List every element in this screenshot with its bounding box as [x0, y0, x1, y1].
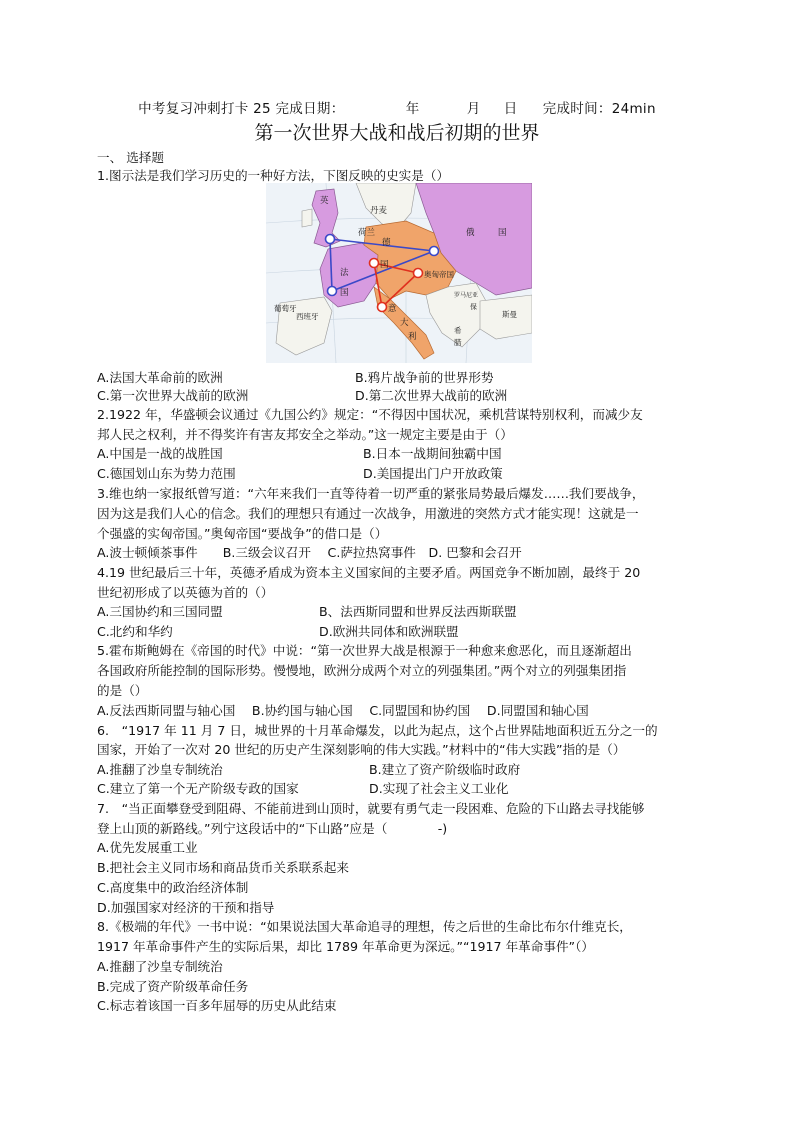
q2-option-a[interactable]: A.中国是一战的战胜国 — [97, 446, 223, 461]
q8-stem-1: 8.《极端的年代》一书中说：“如果说法国大革命追寻的理想，传之后世的生命比布尔什维克长， — [97, 919, 632, 934]
q8-option-a[interactable]: A.推翻了沙皇专制统治 — [97, 959, 223, 974]
q6-option-d[interactable]: D.实现了社会主义工业化 — [369, 781, 509, 796]
q4-option-b[interactable]: B、法西斯同盟和世界反法西斯联盟 — [319, 604, 517, 619]
q6-stem-2: 国家，开始了一次对 20 世纪的历史产生深刻影响的伟大实践。”材料中的“伟大实践”指的是（） — [97, 742, 626, 757]
q2-options-row-2 — [97, 464, 707, 483]
label-austria-hungary: 奥匈帝国 — [424, 270, 454, 279]
q6-option-b[interactable]: B.建立了资产阶级临时政府 — [369, 762, 521, 777]
label-bulgaria: 保 — [470, 303, 477, 311]
q3-stem-2: 因为这是我们人心的信念。我们的理想只有通过一次战争，用激进的突然方式才能实现！这就是一 — [97, 506, 639, 521]
q4-option-a[interactable]: A.三国协约和三国同盟 — [97, 604, 223, 619]
q1-stem-1: 1.图示法是我们学习历史的一种好方法，下图反映的史实是（） — [97, 168, 450, 183]
page-title: 第一次世界大战和战后初期的世界 — [254, 122, 540, 144]
label-germany-2: 国 — [380, 260, 389, 270]
label-spain: 西班牙 — [296, 312, 319, 321]
q6-option-c[interactable]: C.建立了第一个无产阶级专政的国家 — [97, 781, 299, 796]
label-netherlands: 荷兰 — [358, 228, 376, 238]
q5-stem-1: 5.霍布斯鲍姆在《帝国的时代》中说：“第一次世界大战是根源于一种愈来愈恶化，而且逐渐超出 — [97, 643, 632, 658]
q4-options-row-2 — [97, 622, 707, 641]
q2-options-row-1 — [97, 444, 707, 463]
q2-option-b[interactable]: B.日本一战期间独霸中国 — [363, 446, 502, 461]
q5-stem-3: 的是（） — [97, 683, 148, 698]
russia-node — [430, 247, 439, 256]
q7-stem-2: 登上山顶的新路线。”列宁这段话中的“下山路”应是（ -) — [97, 821, 448, 836]
q4-option-c[interactable]: C.北约和华约 — [97, 624, 173, 639]
label-ottoman-1: 斯曼 — [502, 310, 517, 319]
q4-stem-2: 世纪初形成了以英德为首的（） — [97, 585, 274, 600]
label-portugal: 葡萄牙 — [274, 304, 297, 313]
q7-option-c[interactable]: C.高度集中的政治经济体制 — [97, 880, 249, 895]
header-prefix: 中考复习冲刺打卡 25 完成日期： — [138, 101, 345, 117]
label-italy-2: 大 — [400, 318, 409, 328]
q6-options-row-1 — [97, 760, 707, 779]
label-germany: 德 — [382, 238, 391, 248]
q2-option-d[interactable]: D.美国提出门户开放政策 — [363, 466, 503, 481]
q7-option-d[interactable]: D.加强国家对经济的干预和指导 — [97, 900, 275, 915]
header-year: 年 — [405, 101, 420, 117]
header-day: 日 — [503, 101, 518, 117]
uk-node — [326, 235, 335, 244]
label-greece-2: 腊 — [454, 338, 462, 347]
q6-stem-1: 6. “1917 年 11 月 7 日，城世界的十月革命爆发，以此为起点，这个占世界陆地面积近五分之一的 — [97, 723, 658, 738]
q8-stem-2: 1917 年革命事件产生的实际后果，却比 1789 年革命更为深远。”“1917 年革命事件”（） — [97, 939, 594, 954]
label-romania: 罗马尼亚 — [454, 292, 479, 299]
q3-options[interactable]: A.波士顿倾茶事件 B.三级会议召开 C.萨拉热窝事件 D. 巴黎和会召开 — [97, 545, 522, 560]
q4-option-d[interactable]: D.欧洲共同体和欧洲联盟 — [319, 624, 459, 639]
label-italy: 意 — [388, 304, 397, 314]
q3-stem-3: 个强盛的实匈帝国。”奥匈帝国“要战争”的借口是（） — [97, 526, 388, 541]
q1-option-d[interactable]: D.第二次世界大战前的欧洲 — [355, 388, 508, 403]
label-france-2: 国 — [340, 288, 349, 298]
q6-options-row-2 — [97, 779, 707, 798]
q7-option-a[interactable]: A.优先发展重工业 — [97, 840, 198, 855]
map-ireland — [302, 209, 312, 227]
label-france: 法 — [340, 268, 349, 278]
italy-node — [378, 303, 387, 312]
q4-stem-1: 4.19 世纪最后三十年，英德矛盾成为资本主义国家间的主要矛盾。两国竞争不断加剧，最终于 20 — [97, 565, 641, 580]
q1-option-b[interactable]: B.鸦片战争前的世界形势 — [355, 370, 494, 385]
q2-stem-2: 邦人民之权利，并不得奖许有害友邦安全之举动。”这一规定主要是由于（） — [97, 427, 513, 442]
label-greece-1: 希 — [454, 326, 462, 335]
q5-stem-2: 各国政府所能控制的国际形势。慢慢地，欧洲分成两个对立的列强集团。”两个对立的列强集团指 — [97, 663, 627, 678]
q8-option-c[interactable]: C.标志着该国一百多年屈辱的历史从此结束 — [97, 998, 337, 1013]
section-heading: 一、 选择题 — [97, 150, 164, 165]
label-uk: 英 — [320, 196, 329, 206]
q2-option-c[interactable]: C.德国划山东为势力范围 — [97, 466, 236, 481]
header-month: 月 — [466, 101, 481, 117]
q1-options-row-1 — [97, 368, 707, 387]
header-time: 完成时间：24min — [542, 101, 656, 117]
germany-node — [370, 259, 379, 268]
q7-stem-1: 7. “当正面攀登受到阻碍、不能前进到山顶时，就要有勇气走一段困难、危险的下山路去寻找能够 — [97, 801, 645, 816]
q3-stem-1: 3.维也纳一家报纸曾写道：“六年来我们一直等待着一切严重的紧张局势最后爆发……我们要战争， — [97, 486, 645, 501]
q2-stem-1: 2.1922 年，华盛顿会议通过《九国公约》规定：“不得因中国状况，乘机营谋特别权利，而减少友 — [97, 407, 643, 422]
q1-option-a[interactable]: A.法国大革命前的欧洲 — [97, 370, 223, 385]
q6-option-a[interactable]: A.推翻了沙皇专制统治 — [97, 762, 223, 777]
header-line — [0, 97, 794, 117]
label-russia-2: 国 — [498, 228, 507, 238]
austria-node — [414, 269, 423, 278]
q5-options[interactable]: A.反法西斯同盟与轴心国 B.协约国与轴心国 C.同盟国和协约国 D.同盟国和轴心国 — [97, 703, 589, 718]
label-russia: 俄 — [466, 228, 475, 238]
q7-option-b[interactable]: B.把社会主义同市场和商品货币关系联系起来 — [97, 860, 349, 875]
q4-options-row-1 — [97, 602, 707, 621]
label-italy-3: 利 — [408, 332, 417, 342]
france-node — [328, 287, 337, 296]
q1-options-row-2 — [97, 386, 707, 405]
europe-alliance-map — [266, 183, 532, 363]
q1-option-c[interactable]: C.第一次世界大战前的欧洲 — [97, 388, 249, 403]
q8-option-b[interactable]: B.完成了资产阶级革命任务 — [97, 979, 249, 994]
label-denmark: 丹麦 — [370, 206, 388, 216]
